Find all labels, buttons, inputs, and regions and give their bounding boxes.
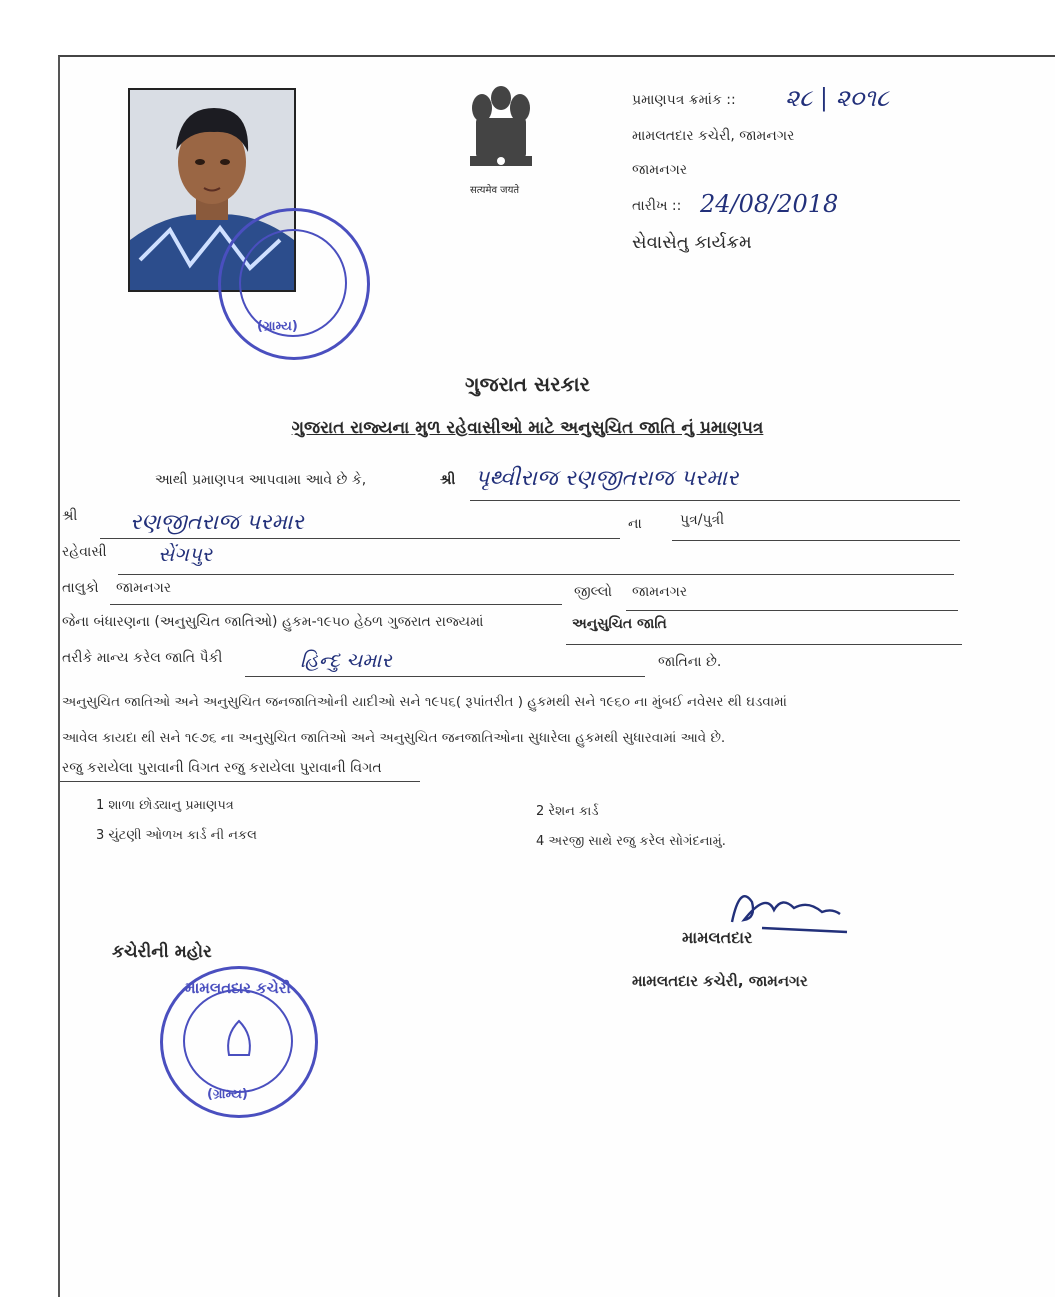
caste-value: હિન્દુ ચમાર [300,648,392,672]
emblem-motto: सत्यमेव जयते [470,185,520,196]
relation-line [672,540,960,541]
office-seal-lower [160,966,318,1118]
header-office: મામલતદાર કચેરી, જામનગર [632,128,795,144]
evidence-heading-underline [60,781,420,782]
document-item-1: 1 શાળા છોડ્યાનુ પ્રમાણપત્ર [96,798,234,813]
seal-emblem-icon [221,1015,257,1063]
father-name: રણજીતરાજ પરમાર [130,510,304,535]
document-item-2: 2 રેશન કાર્ડ [536,804,599,819]
national-emblem [460,82,542,180]
certificate-title: ગુજરાત રાજ્યના મુળ રહેવાસીઓ માટે અનુસુચિત જાતિ નું પ્રમાણપત્ર [291,418,764,438]
certificate-number-value: ૨૮ | ૨૦૧૮ [785,84,890,112]
holder-name-line [470,500,960,501]
date-value: 24/08/2018 [700,190,839,218]
resident-value: સેંગપુર [158,542,213,566]
caste-suffix: જાતિના છે. [658,654,722,670]
shri-label: શ્રી [440,472,456,488]
office-seal-label: કચેરીની મહોર [112,942,212,962]
seal-upper-bottom-text: (ગ્રામ્ય) [257,319,298,334]
government-title: ગુજરાત સરકાર [465,372,590,396]
seal-lower-text: મામલતદાર કચેરી [185,979,291,997]
constitution-line [566,644,962,645]
district-label: જીલ્લો [574,584,612,600]
relation-value: પુત્ર/પુત્રી [680,512,725,528]
father-name-line [100,538,620,539]
intro-text: આથી પ્રમાણપત્ર આપવામા આવે છે કે, [155,472,367,488]
seal-lower-bottom-text: (ગ્રામ્ય) [207,1087,248,1102]
office-seal-upper [218,208,370,360]
date-label: તારીખ :: [632,198,682,214]
paragraph-line-1: અનુસુચિત જાતિઓ અને અનુસુચિત જનજાતિઓની યાદીઓ સને ૧૯૫૬( રૂપાંતરીત ) હુકમથી સને ૧૯૬૦ ના મુંબઈ નવેસર થી ઘડવામાં [62,694,787,710]
holder-name: પૃથ્વીરાજ રણજીતરાજ પરમાર [475,466,739,491]
caste-line [245,676,645,677]
header-city: જામનગર [632,162,688,178]
resident-label: રહેવાસી [62,544,107,560]
evidence-heading: રજુ કરાયેલા પુરાવાની વિગત રજુ કરાયેલા પુરાવાની વિગત [62,760,382,776]
recognized-label: તરીકે માન્ય કરેલ જાતિ પૈકી [62,650,223,666]
document-item-4: 4 અરજી સાથે રજુ કરેલ સોગંદનામું. [536,834,726,849]
ashoka-lion-icon [460,82,542,180]
constitution-text: જેના બંધારણના (અનુસુચિત જાતિઓ) હુકમ-૧૯૫૦ હેઠળ ગુજરાત રાજ્યમાં [62,614,484,630]
resident-line [118,574,954,575]
shri-label-2: શ્રી [62,508,78,524]
program-name: સેવાસેતુ કાર્યક્રમ [632,232,752,253]
constitution-value: અનુસુચિત જાતિ [572,616,667,632]
signatory-title: મામલતદાર [682,928,753,947]
taluka-value: જામનગર [116,580,172,596]
district-line [626,610,958,611]
taluka-line [110,604,562,605]
paragraph-line-2: આવેલ કાયદા થી સને ૧૯૭૬ ના અનુસુચિત જાતિઓ અને અનુસુચિત જનજાતિઓના સુધારેલા હુકમથી સુધારવામાં આવે છે. [62,730,726,746]
certificate-number-label: પ્રમાણપત્ર ક્રમાંક :: [632,92,736,108]
signatory-office: મામલતદાર કચેરી, જામનગર [632,972,808,990]
district-value: જામનગર [632,584,688,600]
document-item-3: 3 ચુંટણી ઓળખ કાર્ડ ની નકલ [96,828,257,843]
taluka-label: તાલુકો [62,580,99,596]
relation-label: ના [628,516,642,532]
